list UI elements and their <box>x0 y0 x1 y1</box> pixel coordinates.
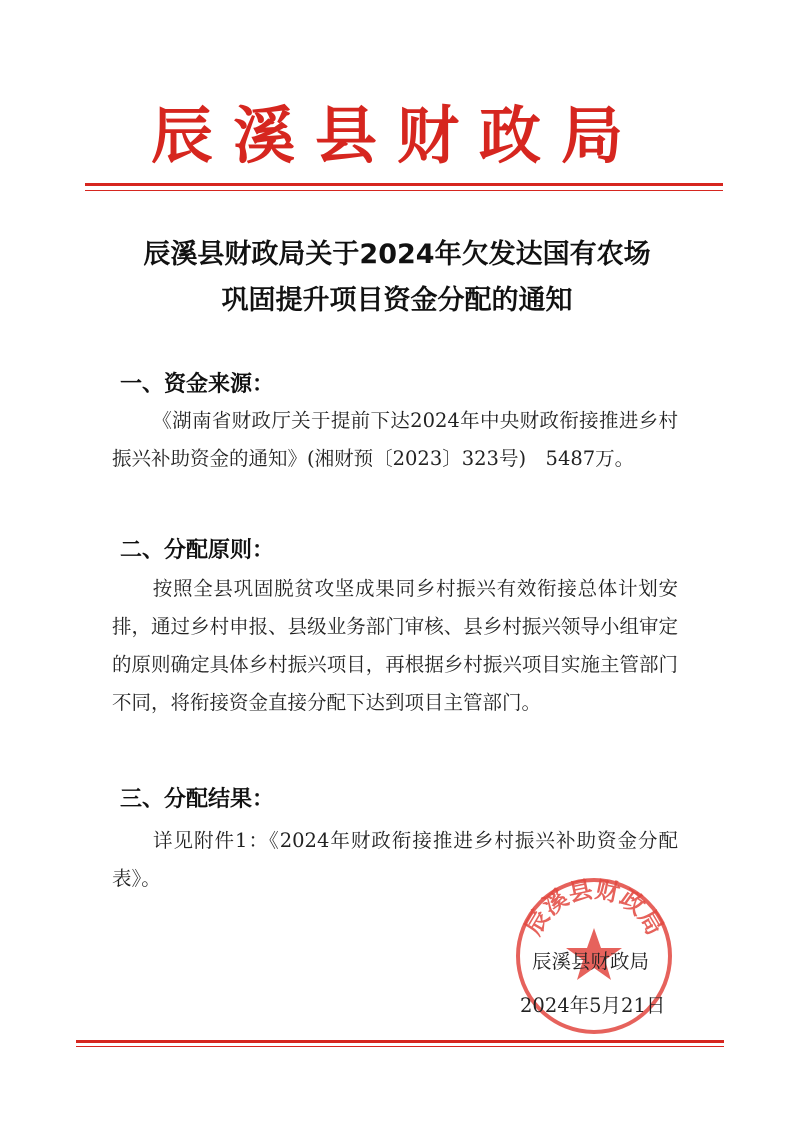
seal-text: 辰溪县财政局 <box>518 876 670 940</box>
section-heading-result: 三、分配结果： <box>120 787 275 812</box>
signature-date: 2024年5月21日 <box>520 994 666 1017</box>
document-title-line-1: 辰溪县财政局关于2024年欠发达国有农场 <box>143 239 651 270</box>
masthead-red-rule <box>85 183 723 186</box>
document-title-line-2: 巩固提升项目资金分配的通知 <box>221 285 573 316</box>
document-title <box>0 232 794 324</box>
masthead-org-name: 辰溪县财政局 <box>150 99 643 172</box>
section-body-result-text: 详见附件1：《2024年财政衔接推进乡村振兴补助资金分配表》。 <box>112 829 678 890</box>
footer-red-rule-thin <box>76 1046 724 1047</box>
masthead-red-rule-thin <box>85 190 723 191</box>
section-body-principle-text: 按照全县巩固脱贫攻坚成果同乡村振兴有效衔接总体计划安排，通过乡村申报、县级业务部门审核、县乡村振兴领导小组审定的原则确定具体乡村振兴项目，再根据乡村振兴项目实施主管部门不同，将衔接资金直接分配下达到项目主管部门。 <box>112 577 678 714</box>
section-heading-source: 一、资金来源： <box>120 372 275 397</box>
section-body-source <box>112 402 678 478</box>
section-body-source-text: 《湖南省财政厅关于提前下达2024年中央财政衔接推进乡村振兴补助资金的通知》(湘财预〔2023〕323号) 5487万。 <box>112 409 678 470</box>
signature-org: 辰溪县财政局 <box>532 950 650 973</box>
section-body-principle <box>112 570 678 722</box>
section-heading-principle: 二、分配原则： <box>120 538 275 563</box>
footer-red-rule <box>76 1040 724 1043</box>
